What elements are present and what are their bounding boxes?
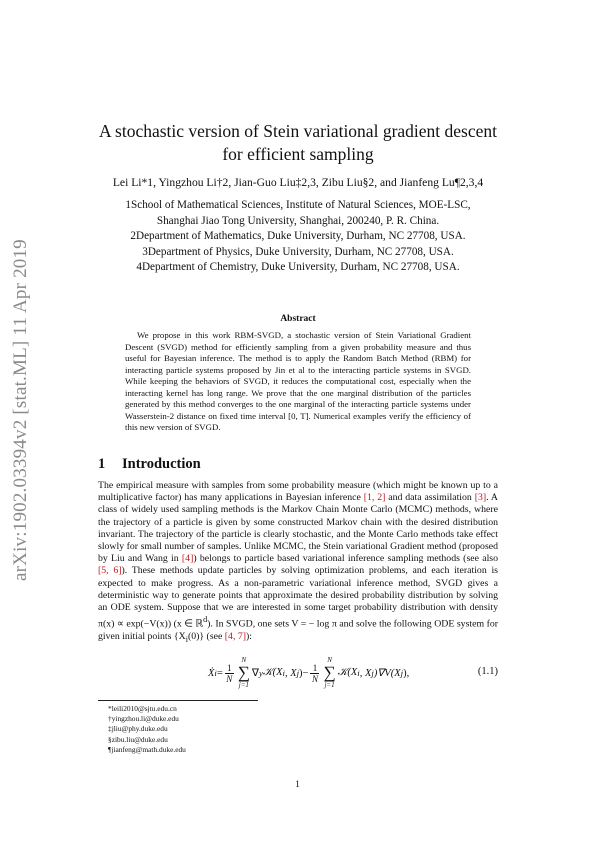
- sum-symbol: ∑: [323, 663, 336, 682]
- index-subscript: j: [371, 668, 374, 678]
- author-list: Lei Li*1, Yingzhou Li†2, Jian-Guo Liu‡2,3, Zibu Liu§2, and Jianfeng Lu¶2,3,4: [112, 176, 484, 189]
- kernel-term: , X: [284, 667, 297, 679]
- affiliation-line: 3Department of Physics, Duke University, Durham, NC 27708, USA.: [142, 245, 454, 258]
- sum-upper-limit: N: [327, 656, 332, 664]
- paper-title: [90, 120, 506, 166]
- footnote-email[interactable]: ¶jianfeng@math.duke.edu: [108, 744, 186, 754]
- equation-body: [208, 656, 409, 690]
- equation-subscript: i: [214, 668, 217, 678]
- summation: [323, 656, 335, 690]
- footnote-email[interactable]: ‡jliu@phy.duke.edu: [108, 724, 168, 734]
- fraction-denominator: N: [226, 673, 233, 684]
- section-title: Introduction: [122, 456, 201, 472]
- body-text: (0)} (see: [187, 630, 225, 642]
- superscript: d: [203, 615, 208, 625]
- equation-lhs: Ẋ: [208, 667, 215, 679]
- abstract-heading: Abstract: [280, 314, 316, 324]
- minus-sign: −: [302, 667, 309, 679]
- citation-link[interactable]: [5, 6]: [98, 565, 122, 577]
- section-number: 1: [98, 456, 106, 472]
- fraction-numerator: 1: [227, 662, 232, 673]
- summation: [238, 656, 250, 690]
- equation-number: (1.1): [477, 666, 498, 677]
- title-line-1: A stochastic version of Stein variational gradient descent: [98, 121, 497, 141]
- page-number: 1: [295, 780, 300, 790]
- arxiv-identifier[interactable]: arXiv:1902.03394v2 [stat.ML] 11 Apr 2019: [10, 239, 31, 581]
- affiliation-line: 4Department of Chemistry, Duke University, Durham, NC 27708, USA.: [136, 261, 460, 274]
- subscript: i: [185, 634, 188, 644]
- footnote-divider: [98, 700, 258, 701]
- gradient-symbol: ∇: [251, 668, 259, 679]
- abstract-text: We propose in this work RBM-SVGD, a stochastic version of Stein Variational Gradient Descent (SVGD) method for efficiently sampling from a given probability measure and thus useful for Bayesian inference. The method is to apply the Random Batch Method (RBM) for interacting particle systems proposed by Jin et al to the interacting particle systems in SVGD. While keeping the behaviors of SVGD, it reduces the computational cost, especially when the interacting kernel has long range. We prove that the one marginal distribution of the particles generated by this method converges to the one marginal of the interacting particle systems under Wasserstein-2 distance on fixed time interval [0, T]. Numerical examples verify the efficiency of this new version of SVGD.: [125, 330, 471, 432]
- citation-link[interactable]: [3]: [474, 492, 487, 504]
- body-text: The empirical measure with samples from some probability measure (which might be known up to a multiplicative factor) has many applications in Bayesian inference: [98, 480, 498, 504]
- sum-lower-limit: j=1: [324, 681, 335, 689]
- index-subscript: i: [282, 668, 285, 678]
- sum-lower-limit: j=1: [238, 681, 249, 689]
- citation-link[interactable]: [4]: [181, 553, 194, 565]
- sum-symbol: ∑: [237, 663, 250, 682]
- affiliation-line: 1School of Mathematical Sciences, Institute of Natural Sciences, MOE-LSC,: [125, 199, 471, 211]
- index-subscript: i: [357, 668, 360, 678]
- body-text: and data assimilation: [385, 492, 475, 504]
- body-text: . A class of widely used sampling methods is the Markov Chain Monte Carlo (MCMC) methods, where the trajectory of a particle is given by some constructed Markov chain with the desired distribution invariant. The trajectory of the particle is clearly stochastic, and the Monte Carlo methods take effect slowly for small number of samples. Unlike MCMC, the Stein variational Gradient method (proposed by Liu and Wang in: [98, 492, 499, 565]
- footnote-email[interactable]: †yingzhou.li@duke.edu: [108, 714, 179, 724]
- affiliation-line: 2Department of Mathematics, Duke University, Durham, NC 27708, USA.: [130, 230, 466, 243]
- title-line-2: for efficient sampling: [222, 144, 374, 164]
- citation-link[interactable]: [4, 7]: [224, 630, 247, 642]
- kernel-term: 𝒦(X: [337, 667, 358, 678]
- equals-sign: =: [216, 667, 223, 679]
- equation-1-1: [98, 656, 498, 690]
- affiliations: [80, 198, 516, 276]
- fraction-denominator: N: [311, 673, 318, 684]
- index-subscript: j: [400, 668, 404, 678]
- footnotes: [108, 704, 186, 755]
- introduction-paragraph: [98, 480, 498, 646]
- footnote-email[interactable]: *leili2010@sjtu.edu.cn: [108, 704, 177, 713]
- sum-upper-limit: N: [241, 656, 247, 664]
- index-subscript: j: [296, 668, 300, 678]
- gradient-subscript: y: [258, 668, 263, 678]
- citation-link[interactable]: [1, 2]: [363, 492, 386, 504]
- section-heading: [98, 456, 498, 473]
- body-text: ):: [246, 630, 252, 642]
- body-text: ) belongs to particle based variational inference sampling methods (see also: [193, 553, 498, 565]
- affiliation-line: Shanghai Jiao Tong University, Shanghai, 200240, P. R. China.: [156, 214, 440, 227]
- kernel-term: ): [299, 667, 303, 679]
- potential-term: )∇V(X: [373, 668, 401, 679]
- body-text: ). These methods update particles by solving optimization problems, and each iteration is expected to make progress. As a non-parametric variational inference method, SVGD gives a deterministic way to generate points that approximate the desired probability distribution by solving an ODE system. Suppose that we are interested in some target probability distribution with density π(x) ∝ exp(−V(x)) (x ∈ ℝ: [98, 565, 498, 630]
- fraction-one-over-n: [310, 663, 319, 684]
- kernel-term: , X: [359, 667, 372, 679]
- kernel-term: 𝒦(X: [262, 667, 283, 678]
- body-text: ). In SVGD, one sets V = − log π and solve the following ODE system for given initial points {X: [98, 618, 499, 642]
- potential-term: ),: [403, 667, 410, 679]
- fraction-numerator: 1: [312, 662, 318, 673]
- fraction-one-over-n: [225, 663, 234, 684]
- footnote-email[interactable]: §zibu.liu@duke.edu: [108, 734, 168, 744]
